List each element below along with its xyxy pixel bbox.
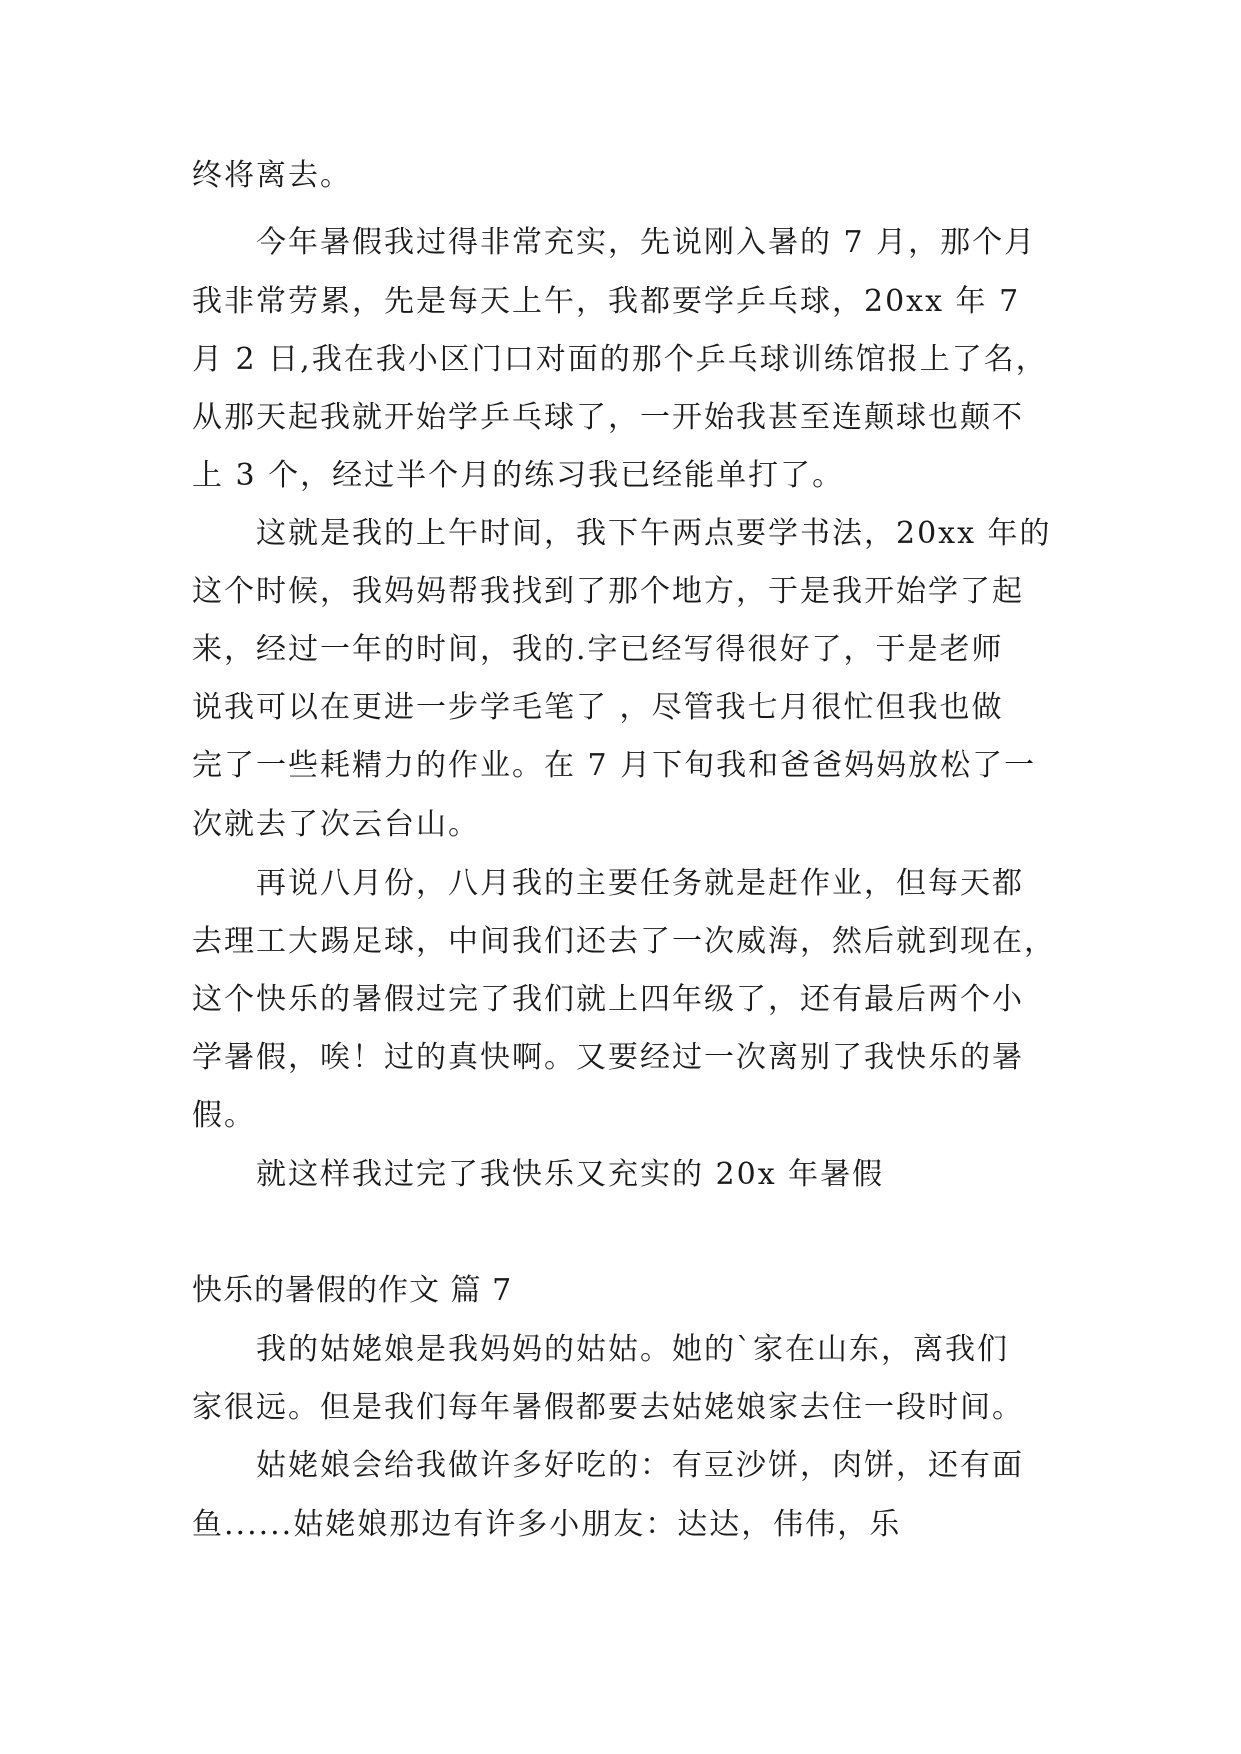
- paragraph-line: 来，经过一年的时间，我的.字已经写得很好了，于是老师: [192, 632, 1004, 667]
- paragraph-line: 我非常劳累，先是每天上午，我都要学乒乓球，20xx 年 7: [192, 284, 1021, 319]
- paragraph-line: 终将离去。: [192, 158, 352, 193]
- paragraph-line: 说我可以在更进一步学毛笔了 ，尽管我七月很忙但我也做: [192, 690, 1004, 725]
- paragraph-line: 这个快乐的暑假过完了我们就上四年级了，还有最后两个小: [192, 982, 1024, 1017]
- paragraph-line: 完了一些耗精力的作业。在 7 月下旬我和爸爸妈妈放松了一: [192, 748, 1037, 783]
- paragraph-line: 这个时候，我妈妈帮我找到了那个地方，于是我开始学了起: [192, 574, 1024, 609]
- paragraph-line: 就这样我过完了我快乐又充实的 20x 年暑假: [256, 1157, 885, 1192]
- paragraph-line: 上 3 个，经过半个月的练习我已经能单打了。: [192, 458, 845, 493]
- paragraph-line: 学暑假，唉！过的真快啊。又要经过一次离别了我快乐的暑: [192, 1040, 1024, 1075]
- paragraph-line: 这就是我的上午时间，我下午两点要学书法，20xx 年的: [256, 516, 1052, 551]
- paragraph-line: 月 2 日,我在我小区门口对面的那个乒乓球训练馆报上了名，: [192, 342, 1048, 377]
- paragraph-line: 我的姑姥娘是我妈妈的姑姑。她的`家在山东，离我们: [256, 1332, 1009, 1367]
- section-heading: 快乐的暑假的作文 篇 7: [192, 1273, 513, 1308]
- paragraph-line: 假。: [192, 1098, 256, 1133]
- paragraph-line: 去理工大踢足球，中间我们还去了一次威海，然后就到现在，: [192, 924, 1056, 959]
- paragraph-line: 再说八月份，八月我的主要任务就是赶作业，但每天都: [256, 866, 1024, 901]
- paragraph-line: 今年暑假我过得非常充实，先说刚入暑的 7 月，那个月: [256, 225, 1037, 260]
- paragraph-line: 家很远。但是我们每年暑假都要去姑姥娘家去住一段时间。: [192, 1390, 1024, 1425]
- paragraph-line: 从那天起我就开始学乒乓球了，一开始我甚至连颠球也颠不: [192, 400, 1024, 435]
- paragraph-line: 姑姥娘会给我做许多好吃的：有豆沙饼，肉饼，还有面: [256, 1448, 1024, 1483]
- paragraph-line: 鱼......姑姥娘那边有许多小朋友：达达，伟伟，乐: [192, 1507, 902, 1542]
- paragraph-line: 次就去了次云台山。: [192, 807, 480, 842]
